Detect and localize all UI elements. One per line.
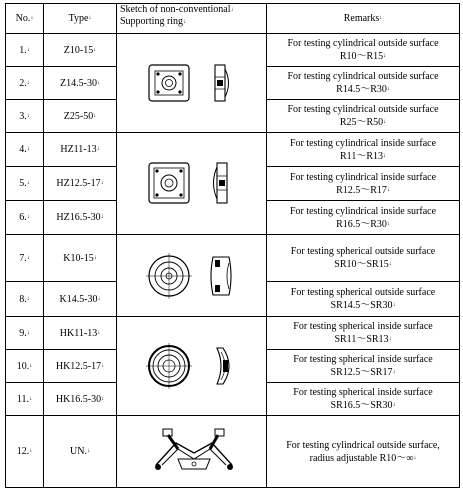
adjustable-ring-drawing xyxy=(132,419,252,485)
sketch-cylindrical-inside-ring xyxy=(117,133,267,235)
row-remark: For testing cylindrical outside surface R25～R50↓ xyxy=(267,100,460,133)
row-type: HZ16.5-30↓ xyxy=(44,201,117,235)
spherical-inside-ring-drawing xyxy=(137,326,247,406)
row-type: HZ12.5-17↓ xyxy=(44,167,117,201)
row-type: K10-15↓ xyxy=(44,235,117,282)
row-no: 5.↓ xyxy=(6,167,44,201)
row-no: 6.↓ xyxy=(6,201,44,235)
sketch-spherical-outside-ring xyxy=(117,235,267,317)
row-remark: For testing cylindrical outside surface R10～R15↓ xyxy=(267,34,460,67)
row-type: HK11-13↓ xyxy=(44,317,117,350)
row-remark: For testing cylindrical inside surface R11～R13↓ xyxy=(267,133,460,167)
row-remark: For testing cylindrical inside surface R16.5～R30↓ xyxy=(267,201,460,235)
cylindrical-inside-ring-drawing xyxy=(137,149,247,219)
row-no: 11.↓ xyxy=(6,383,44,416)
table-row xyxy=(6,416,460,488)
row-remark: For testing spherical outside surface SR14.5～SR30↓ xyxy=(267,282,460,317)
row-no: 12.↓ xyxy=(6,416,44,488)
row-remark: For testing spherical outside surface SR10～SR15↓ xyxy=(267,235,460,282)
row-remark: For testing cylindrical outside surface R14.5～R30↓ xyxy=(267,67,460,100)
header-row xyxy=(6,4,460,34)
sketch-spherical-inside-ring xyxy=(117,317,267,416)
row-type: K14.5-30↓ xyxy=(44,282,117,317)
row-type: UN.↓ xyxy=(44,416,117,488)
supporting-ring-table-sheet xyxy=(5,3,459,494)
row-no: 4.↓ xyxy=(6,133,44,167)
row-type: Z25-50↓ xyxy=(44,100,117,133)
table-row xyxy=(6,317,460,350)
row-type: HK12.5-17↓ xyxy=(44,350,117,383)
header-remarks: Remarks↓ xyxy=(267,4,460,34)
row-no: 10.↓ xyxy=(6,350,44,383)
table-row xyxy=(6,34,460,67)
row-type: HK16.5-30↓ xyxy=(44,383,117,416)
header-type: Type↓ xyxy=(44,4,117,34)
row-remark: For testing spherical inside surface SR16.5～SR30↓ xyxy=(267,383,460,416)
row-no: 2.↓ xyxy=(6,67,44,100)
sketch-adjustable-ring xyxy=(117,416,267,488)
row-type: Z14.5-30↓ xyxy=(44,67,117,100)
row-no: 9.↓ xyxy=(6,317,44,350)
header-sketch: Sketch of non-conventional↓ Supporting ring↓ xyxy=(117,4,267,34)
cylindrical-outside-ring-drawing xyxy=(137,53,247,113)
row-remark: For testing spherical inside surface SR11～SR13↓ xyxy=(267,317,460,350)
row-remark: For testing spherical inside surface SR12.5～SR17↓ xyxy=(267,350,460,383)
supporting-ring-table xyxy=(5,3,460,488)
row-remark: For testing cylindrical outside surface, radius adjustable R10～∞↓ xyxy=(267,416,460,488)
table-row xyxy=(6,133,460,167)
row-no: 3.↓ xyxy=(6,100,44,133)
sketch-cylindrical-outside-ring xyxy=(117,34,267,133)
row-no: 1.↓ xyxy=(6,34,44,67)
row-type: Z10-15↓ xyxy=(44,34,117,67)
row-remark: For testing cylindrical inside surface R12.5～R17↓ xyxy=(267,167,460,201)
spherical-outside-ring-drawing xyxy=(137,241,247,311)
row-no: 8.↓ xyxy=(6,282,44,317)
header-no: No.↓ xyxy=(6,4,44,34)
table-row xyxy=(6,235,460,282)
row-no: 7.↓ xyxy=(6,235,44,282)
row-type: HZ11-13↓ xyxy=(44,133,117,167)
